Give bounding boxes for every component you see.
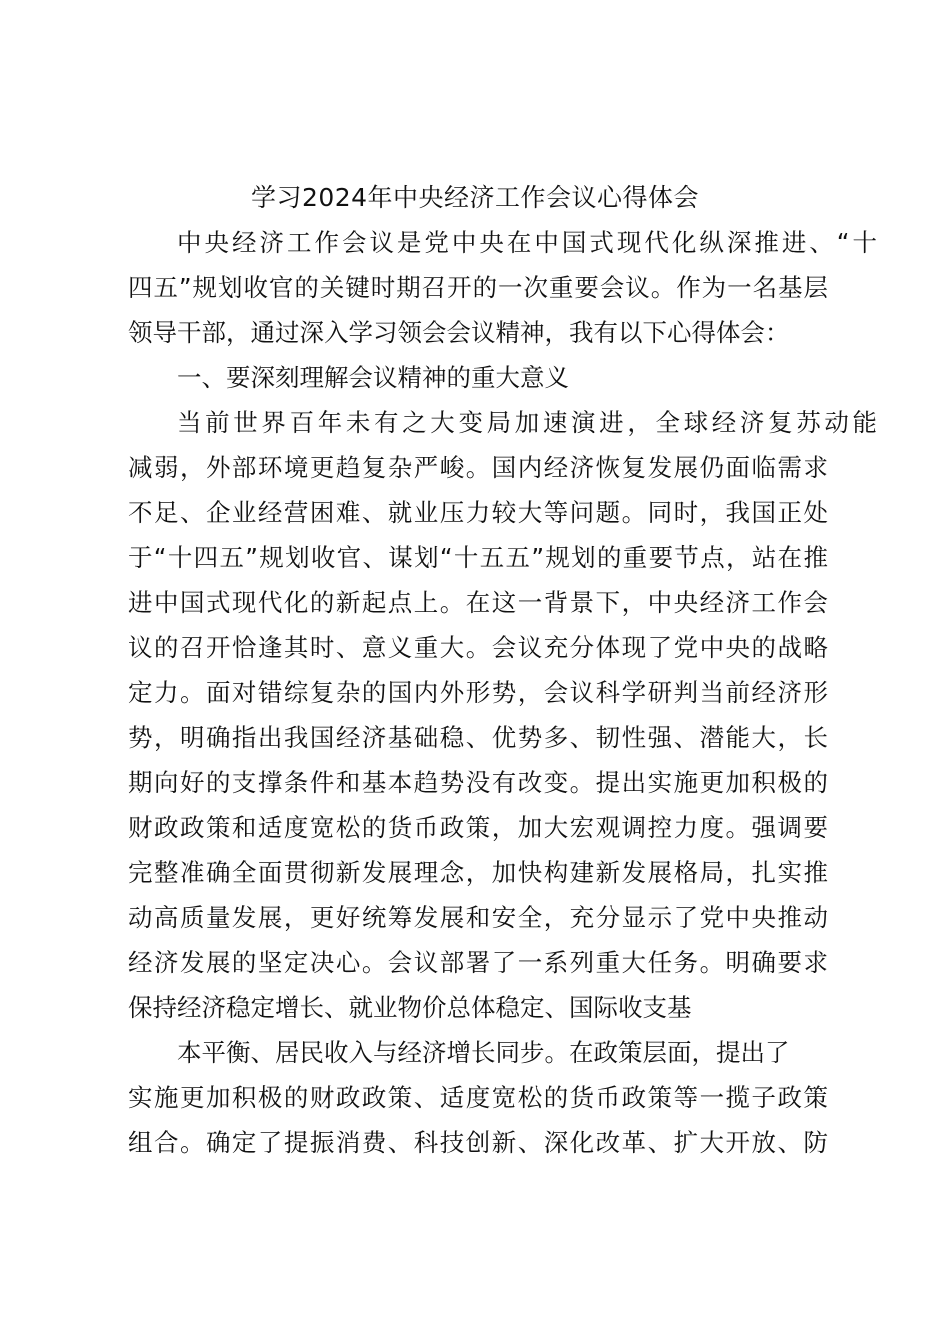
- paragraph-line: 四五”规划收官的关键时期召开的一次重要会议。作为一名基层: [128, 273, 828, 302]
- paragraph-line: 期向好的支撑条件和基本趋势没有改变。提出实施更加积极的: [128, 768, 828, 797]
- paragraph-line: 完整准确全面贯彻新发展理念，加快构建新发展格局，扎实推: [128, 858, 828, 887]
- paragraph-line: 财政政策和适度宽松的货币政策，加大宏观调控力度。强调要: [128, 813, 828, 842]
- paragraph-line: 议的召开恰逢其时、意义重大。会议充分体现了党中央的战略: [128, 633, 828, 662]
- paragraph-line: 动高质量发展，更好统筹发展和安全，充分显示了党中央推动: [128, 903, 828, 932]
- paragraph-line: 定力。面对错综复杂的国内外形势，会议科学研判当前经济形: [128, 678, 828, 707]
- paragraph-line: 领导干部，通过深入学习领会会议精神，我有以下心得体会：: [128, 318, 790, 347]
- document-title: 学习2024年中央经济工作会议心得体会: [250, 183, 700, 212]
- paragraph-line: 当前世界百年未有之大变局加速演进，全球经济复苏动能: [177, 408, 877, 437]
- paragraph-line: 于“十四五”规划收官、谋划“十五五”规划的重要节点，站在推: [128, 543, 828, 572]
- paragraph-line: 减弱，外部环境更趋复杂严峻。国内经济恢复发展仍面临需求: [128, 453, 828, 482]
- paragraph-line: 保持经济稳定增长、就业物价总体稳定、国际收支基: [128, 993, 692, 1022]
- paragraph-line: 中央经济工作会议是党中央在中国式现代化纵深推进、“十: [177, 228, 877, 257]
- paragraph-line: 本平衡、居民收入与经济增长同步。在政策层面，提出了: [177, 1038, 790, 1067]
- paragraph-line: 组合。确定了提振消费、科技创新、深化改革、扩大开放、防: [128, 1128, 828, 1157]
- paragraph-line: 实施更加积极的财政政策、适度宽松的货币政策等一揽子政策: [128, 1083, 828, 1112]
- paragraph-line: 经济发展的坚定决心。会议部署了一系列重大任务。明确要求: [128, 948, 828, 977]
- paragraph-line: 进中国式现代化的新起点上。在这一背景下，中央经济工作会: [128, 588, 828, 617]
- section-heading: 一、要深刻理解会议精神的重大意义: [177, 363, 569, 392]
- paragraph-line: 势，明确指出我国经济基础稳、优势多、韧性强、潜能大，长: [128, 723, 828, 752]
- paragraph-line: 不足、企业经营困难、就业压力较大等问题。同时，我国正处: [128, 498, 828, 527]
